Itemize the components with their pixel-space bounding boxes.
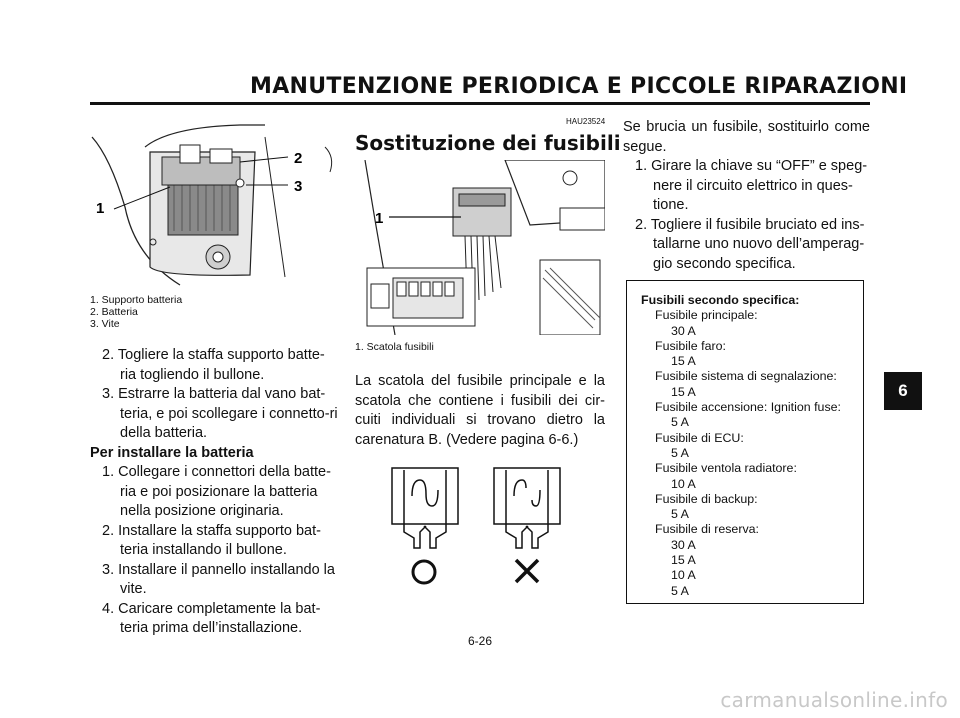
spec-label: Fusibile di backup: — [655, 491, 758, 506]
spec-value: 10 A — [671, 476, 696, 491]
ok-icon — [413, 561, 435, 583]
chapter-tab: 6 — [884, 372, 922, 410]
caption-line: 3. Vite — [90, 318, 120, 330]
step-item: 2. Installare la staffa supporto bat-teria installando il bullone. — [102, 522, 321, 558]
page-number: 6-26 — [467, 634, 493, 648]
install-heading: Per installare la batteria — [90, 444, 254, 461]
spec-label: Fusibile ventola radiatore: — [655, 461, 797, 476]
callout-2: 2 — [294, 150, 303, 167]
section-code: HAU23524 — [566, 117, 606, 126]
good-fuse — [392, 468, 458, 548]
step-item: 4. Caricare completamente la bat-teria prima dell’installazione. — [102, 600, 321, 636]
spec-label: Fusibile faro: — [655, 338, 726, 353]
step-item: 2. Togliere la staffa supporto batte-ria togliendo il bullone. — [102, 347, 325, 383]
wrong-icon — [516, 560, 538, 582]
battery-figure — [90, 117, 340, 287]
spec-value: 10 A — [671, 568, 696, 583]
spec-value: 30 A — [671, 323, 696, 338]
intro-paragraph: Se brucia un fusibile, sostituirlo come segue. — [623, 119, 870, 155]
header-rule — [90, 102, 870, 105]
caption-line: 1. Supporto batteria — [90, 294, 183, 306]
blown-fuse — [494, 468, 560, 548]
spec-value: 30 A — [671, 537, 696, 552]
spec-label: Fusibile di reserva: — [655, 522, 759, 537]
spec-value: 5 A — [671, 583, 689, 598]
spec-value: 15 A — [671, 553, 696, 568]
section-title: Sostituzione dei fusibili — [355, 131, 621, 155]
battery-figure-caption — [90, 294, 182, 330]
step-item: 2. Togliere il fusibile bruciato ed ins-tallarne uno nuovo dell’amperag-gio secondo specifica. — [635, 216, 865, 272]
callout-1: 1 — [375, 210, 384, 227]
spec-label: Fusibile accensione: Ignition fuse: — [655, 400, 841, 415]
spec-title: Fusibili secondo specifica: — [641, 293, 800, 307]
caption-line: 2. Batteria — [90, 306, 138, 318]
callout-1: 1 — [96, 200, 105, 217]
spec-value: 5 A — [671, 445, 689, 460]
fuse-comparison-figure — [390, 466, 580, 591]
step-item: 1. Collegare i connettori della batte-ria e poi posizionare la batteria nella posizione originaria. — [102, 464, 331, 519]
step-item: 3. Estrarre la batteria dal vano bat-teria, e poi scollegare i connetto-ri della batteria. — [102, 386, 338, 441]
step-item: 3. Installare il pannello installando la vite. — [102, 561, 335, 597]
spec-label: Fusibile sistema di segnalazione: — [655, 369, 837, 384]
spec-label: Fusibile principale: — [655, 308, 758, 323]
page-title: MANUTENZIONE PERIODICA E PICCOLE RIPARAZIONI — [250, 74, 908, 99]
spec-value: 5 A — [671, 415, 689, 430]
spec-value: 15 A — [671, 354, 696, 369]
watermark: carmanualsonline.info — [720, 688, 948, 712]
step-item: 1. Girare la chiave su “OFF” e speg-nere il circuito elettrico in ques-tione. — [635, 158, 868, 213]
callout-3: 3 — [294, 178, 303, 195]
fuse-box-figure — [355, 160, 605, 335]
spec-value: 15 A — [671, 384, 696, 399]
left-column-text — [90, 346, 340, 639]
fuse-paragraph: La scatola del fusibile principale e la scatola che contiene i fusibili dei cir-cuiti individuali si trovano dietro la carenatura B. (Vedere pagina 6-6.) — [355, 373, 605, 448]
spec-label: Fusibile di ECU: — [655, 430, 744, 445]
fuse-spec-box — [626, 280, 864, 604]
right-column-text — [623, 118, 870, 274]
fuse-figure-caption: 1. Scatola fusibili — [355, 341, 434, 353]
spec-value: 5 A — [671, 507, 689, 522]
